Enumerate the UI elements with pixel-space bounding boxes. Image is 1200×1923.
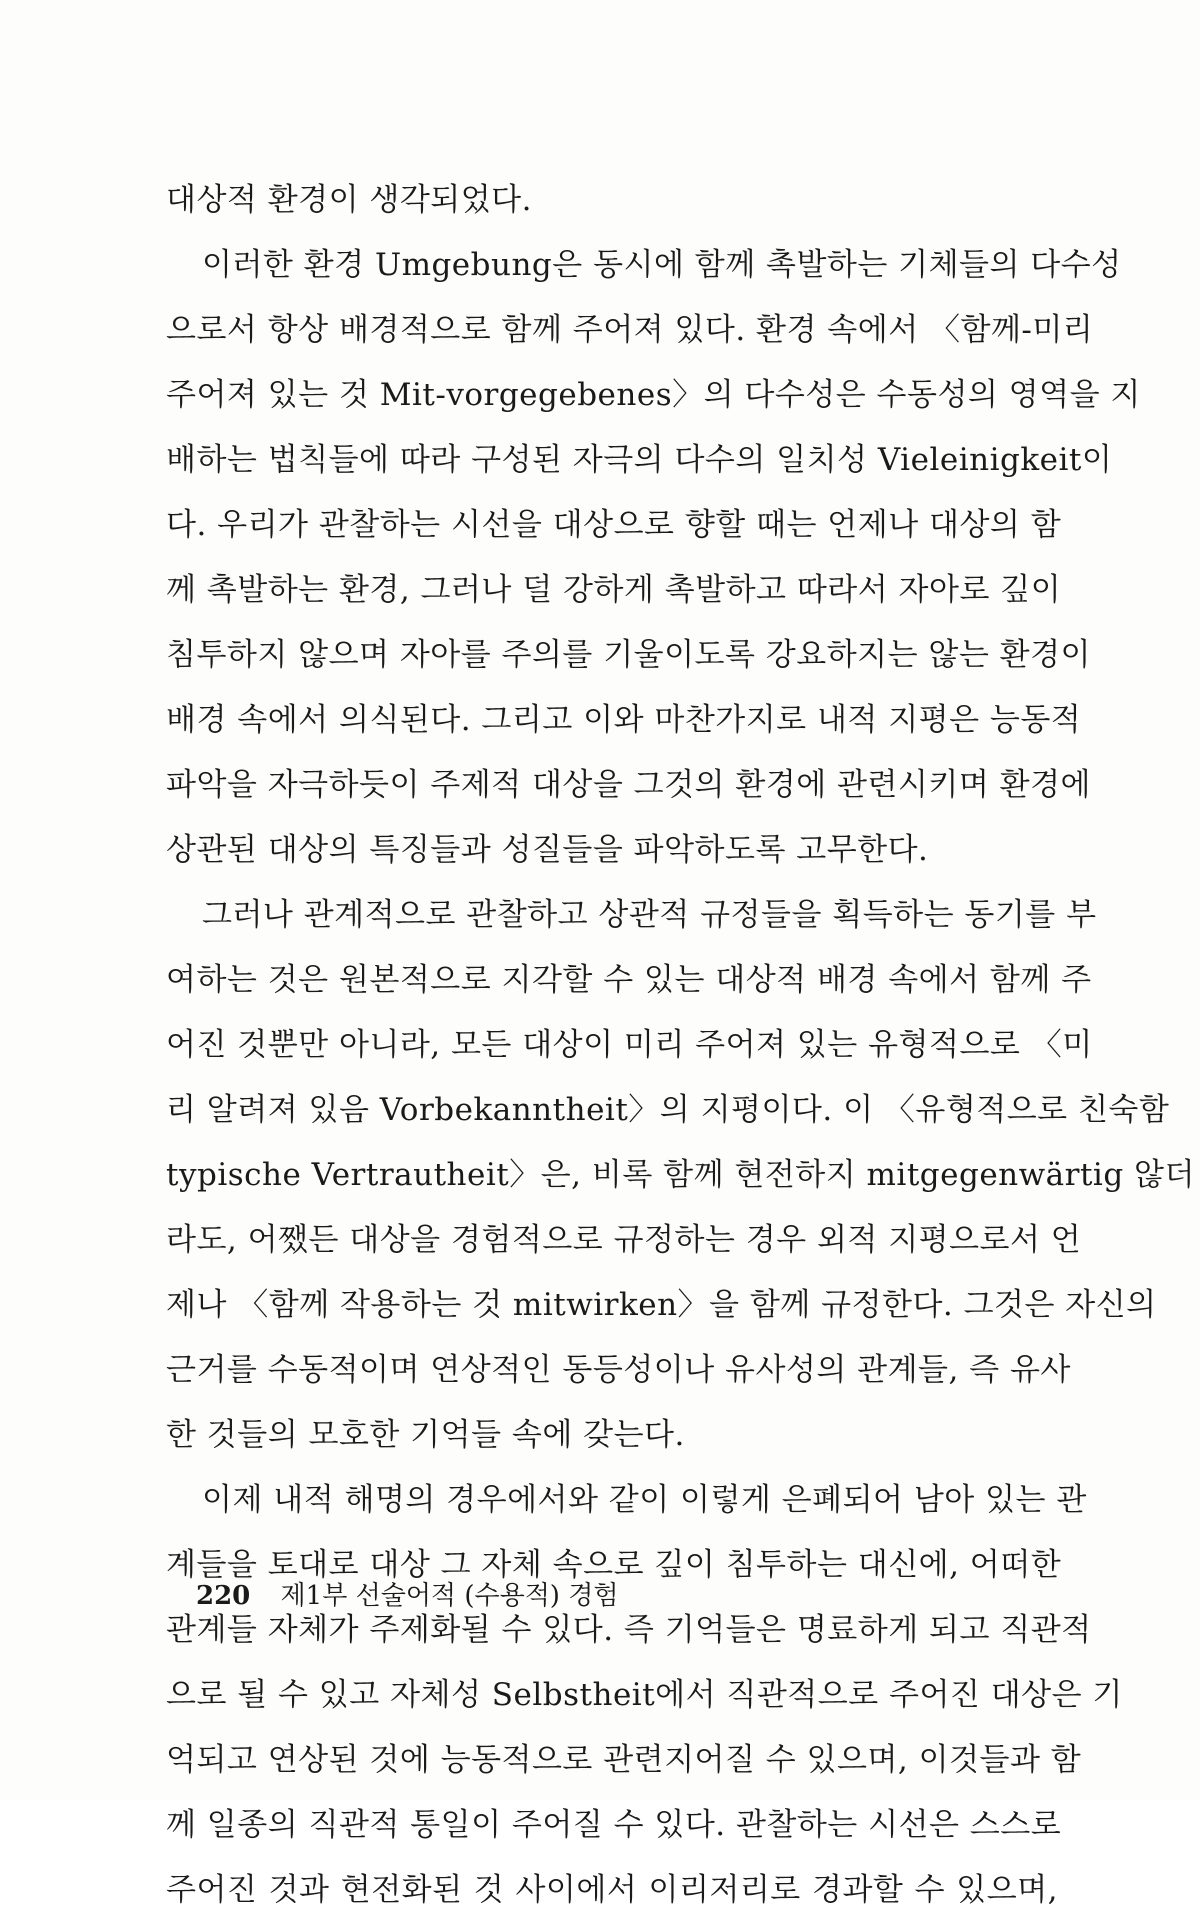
text-line: 상관된 대상의 특징들과 성질들을 파악하도록 고무한다. [166, 832, 929, 868]
text-line: 으로서 항상 배경적으로 함께 주어져 있다. 환경 속에서 〈함께-미리 [166, 312, 1094, 348]
text-line: 리 알려져 있음 Vorbekanntheit〉의 지평이다. 이 〈유형적으로 친숙함 [166, 1092, 1170, 1128]
text-line: 한 것들의 모호한 기억들 속에 갖는다. [166, 1417, 685, 1453]
text-line: 계들을 토대로 대상 그 자체 속으로 깊이 침투하는 대신에, 어떠한 [166, 1547, 1062, 1583]
text-line: 다. 우리가 관찰하는 시선을 대상으로 향할 때는 언제나 대상의 함 [166, 507, 1062, 543]
text-line: 파악을 자극하듯이 주제적 대상을 그것의 환경에 관련시키며 환경에 [166, 767, 1091, 803]
text-line: 주어진 것과 현전화된 것 사이에서 이리저리로 경과할 수 있으며, [166, 1872, 1058, 1908]
text-line: 이러한 환경 Umgebung은 동시에 함께 촉발하는 기체들의 다수성 [202, 247, 1122, 283]
text-line: 주어져 있는 것 Mit-vorgegebenes〉의 다수성은 수동성의 영역을 지 [166, 377, 1141, 413]
text-line: 배경 속에서 의식된다. 그리고 이와 마찬가지로 내적 지평은 능동적 [166, 702, 1082, 738]
text-line: 배하는 법칙들에 따라 구성된 자극의 다수의 일치성 Vieleinigkeit이 [166, 442, 1113, 478]
text-line: 으로 될 수 있고 자체성 Selbstheit에서 직관적으로 주어진 대상은 기 [166, 1677, 1123, 1713]
text-line: 억되고 연상된 것에 능동적으로 관련지어질 수 있으며, 이것들과 함 [166, 1742, 1082, 1778]
text-line: 여하는 것은 원본적으로 지각할 수 있는 대상적 배경 속에서 함께 주 [166, 962, 1092, 998]
page-number: 220 [196, 1581, 251, 1611]
text-line: typische Vertrautheit〉은, 비록 함께 현전하지 mitgegenwärtig 않더 [166, 1157, 1195, 1193]
text-line: 라도, 어쨌든 대상을 경험적으로 규정하는 경우 외적 지평으로서 언 [166, 1222, 1082, 1258]
text-line: 그러나 관계적으로 관찰하고 상관적 규정들을 획득하는 동기를 부 [202, 897, 1097, 933]
body-text [166, 168, 1195, 1923]
text-line: 께 일종의 직관적 통일이 주어질 수 있다. 관찰하는 시선은 스스로 [166, 1807, 1062, 1843]
page-footer [196, 1578, 618, 1614]
text-line: 어진 것뿐만 아니라, 모든 대상이 미리 주어져 있는 유형적으로 〈미 [166, 1027, 1093, 1063]
text-line: 대상적 환경이 생각되었다. [166, 182, 532, 218]
text-line: 제나 〈함께 작용하는 것 mitwirken〉을 함께 규정한다. 그것은 자신의 [166, 1287, 1157, 1323]
text-line: 근거를 수동적이며 연상적인 동등성이나 유사성의 관계들, 즉 유사 [166, 1352, 1071, 1388]
text-line: 침투하지 않으며 자아를 주의를 기울이도록 강요하지는 않는 환경이 [166, 637, 1091, 673]
running-footer-title: 제1부 선술어적 (수용적) 경험 [280, 1581, 619, 1611]
text-line: 관계들 자체가 주제화될 수 있다. 즉 기억들은 명료하게 되고 직관적 [166, 1612, 1092, 1648]
text-line: 이제 내적 해명의 경우에서와 같이 이렇게 은폐되어 남아 있는 관 [202, 1482, 1087, 1518]
text-line: 께 촉발하는 환경, 그러나 덜 강하게 촉발하고 따라서 자아로 깊이 [166, 572, 1062, 608]
